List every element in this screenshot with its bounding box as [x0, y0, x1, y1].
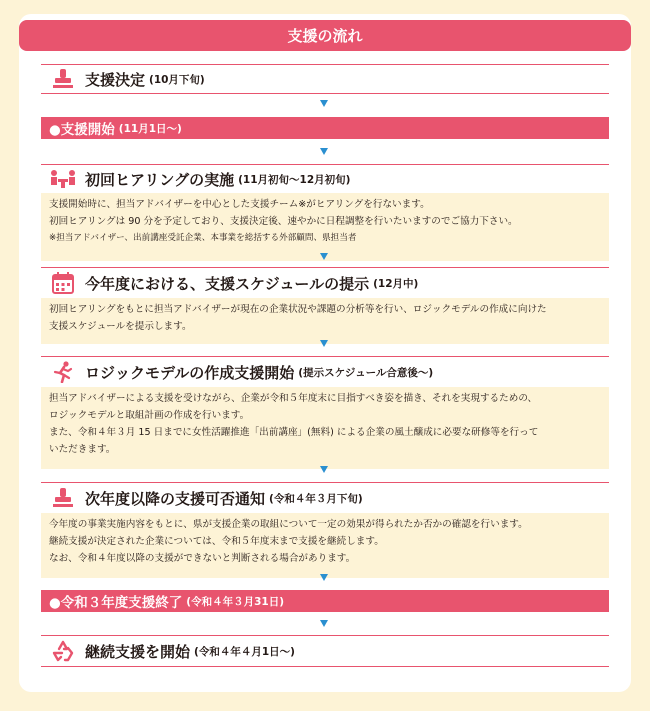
- step-schedule-presentation-desc: 初回ヒアリングをもとに担当アドバイザーが現在の企業状況や課題の分析等を行い、ロジックモデルの作成に向けた 支援スケジュールを提示します。: [41, 298, 609, 344]
- running-person-icon: [49, 360, 77, 384]
- down-arrow: [320, 574, 328, 581]
- step-continued-support: 継続支援を開始 (令和４年４月1日〜): [41, 635, 609, 667]
- stamp-icon: [49, 486, 77, 510]
- step-logic-model: ロジックモデルの作成支援開始 (提示スケジュール合意後〜): [41, 356, 609, 388]
- stamp-icon: [49, 67, 77, 91]
- step-first-hearing-desc: 支援開始時に、担当アドバイザーを中心とした支援チーム※がヒアリングを行ないます。 初回ヒアリングは 90 分を予定しており、支援決定後、速やかに日程調整を行いたいますのでご協力下さい。 ※担当アドバイザー、出前講座受託企業、本事業を総括する外部顧問、県担当者: [41, 193, 609, 261]
- recycle-icon: [49, 639, 77, 663]
- calendar-icon: [49, 271, 77, 295]
- step-support-decision: 支援決定 (10月下旬): [41, 64, 609, 94]
- down-arrow: [320, 620, 328, 627]
- step-next-year-notice-desc: 今年度の事業実施内容をもとに、県が支援企業の取組について一定の効果が得られたか否かの確認を行います。 継続支援が決定された企業については、令和５年度末まで支援を継続します。 なお、令和４年度以降の支援ができないと判断される場合があります。: [41, 513, 609, 578]
- meeting-icon: [49, 167, 77, 191]
- step-first-hearing: 初回ヒアリングの実施 (11月初旬〜12月初旬): [41, 164, 609, 194]
- down-arrow: [320, 340, 328, 347]
- step-support-start: ●支援開始 (11月1日〜): [41, 117, 609, 139]
- step-next-year-notice: 次年度以降の支援可否通知 (令和４年３月下旬): [41, 482, 609, 514]
- down-arrow: [320, 253, 328, 260]
- step-support-end: ●令和３年度支援終了 (令和４年３月31日): [41, 590, 609, 612]
- step-schedule-presentation: 今年度における、支援スケジュールの提示 (12月中): [41, 267, 609, 299]
- down-arrow: [320, 148, 328, 155]
- down-arrow: [320, 466, 328, 473]
- down-arrow: [320, 100, 328, 107]
- flow-title: 支援の流れ: [19, 20, 631, 51]
- step-logic-model-desc: 担当アドバイザーによる支援を受けながら、企業が令和５年度末に目指すべき姿を描き、それを実現するための、 ロジックモデルと取組計画の作成を行います。 また、令和４年３月 15 日までに女性活躍推進「出前講座」(無料) による企業の風土醸成に必要な研修等を行って いただきます。: [41, 387, 609, 469]
